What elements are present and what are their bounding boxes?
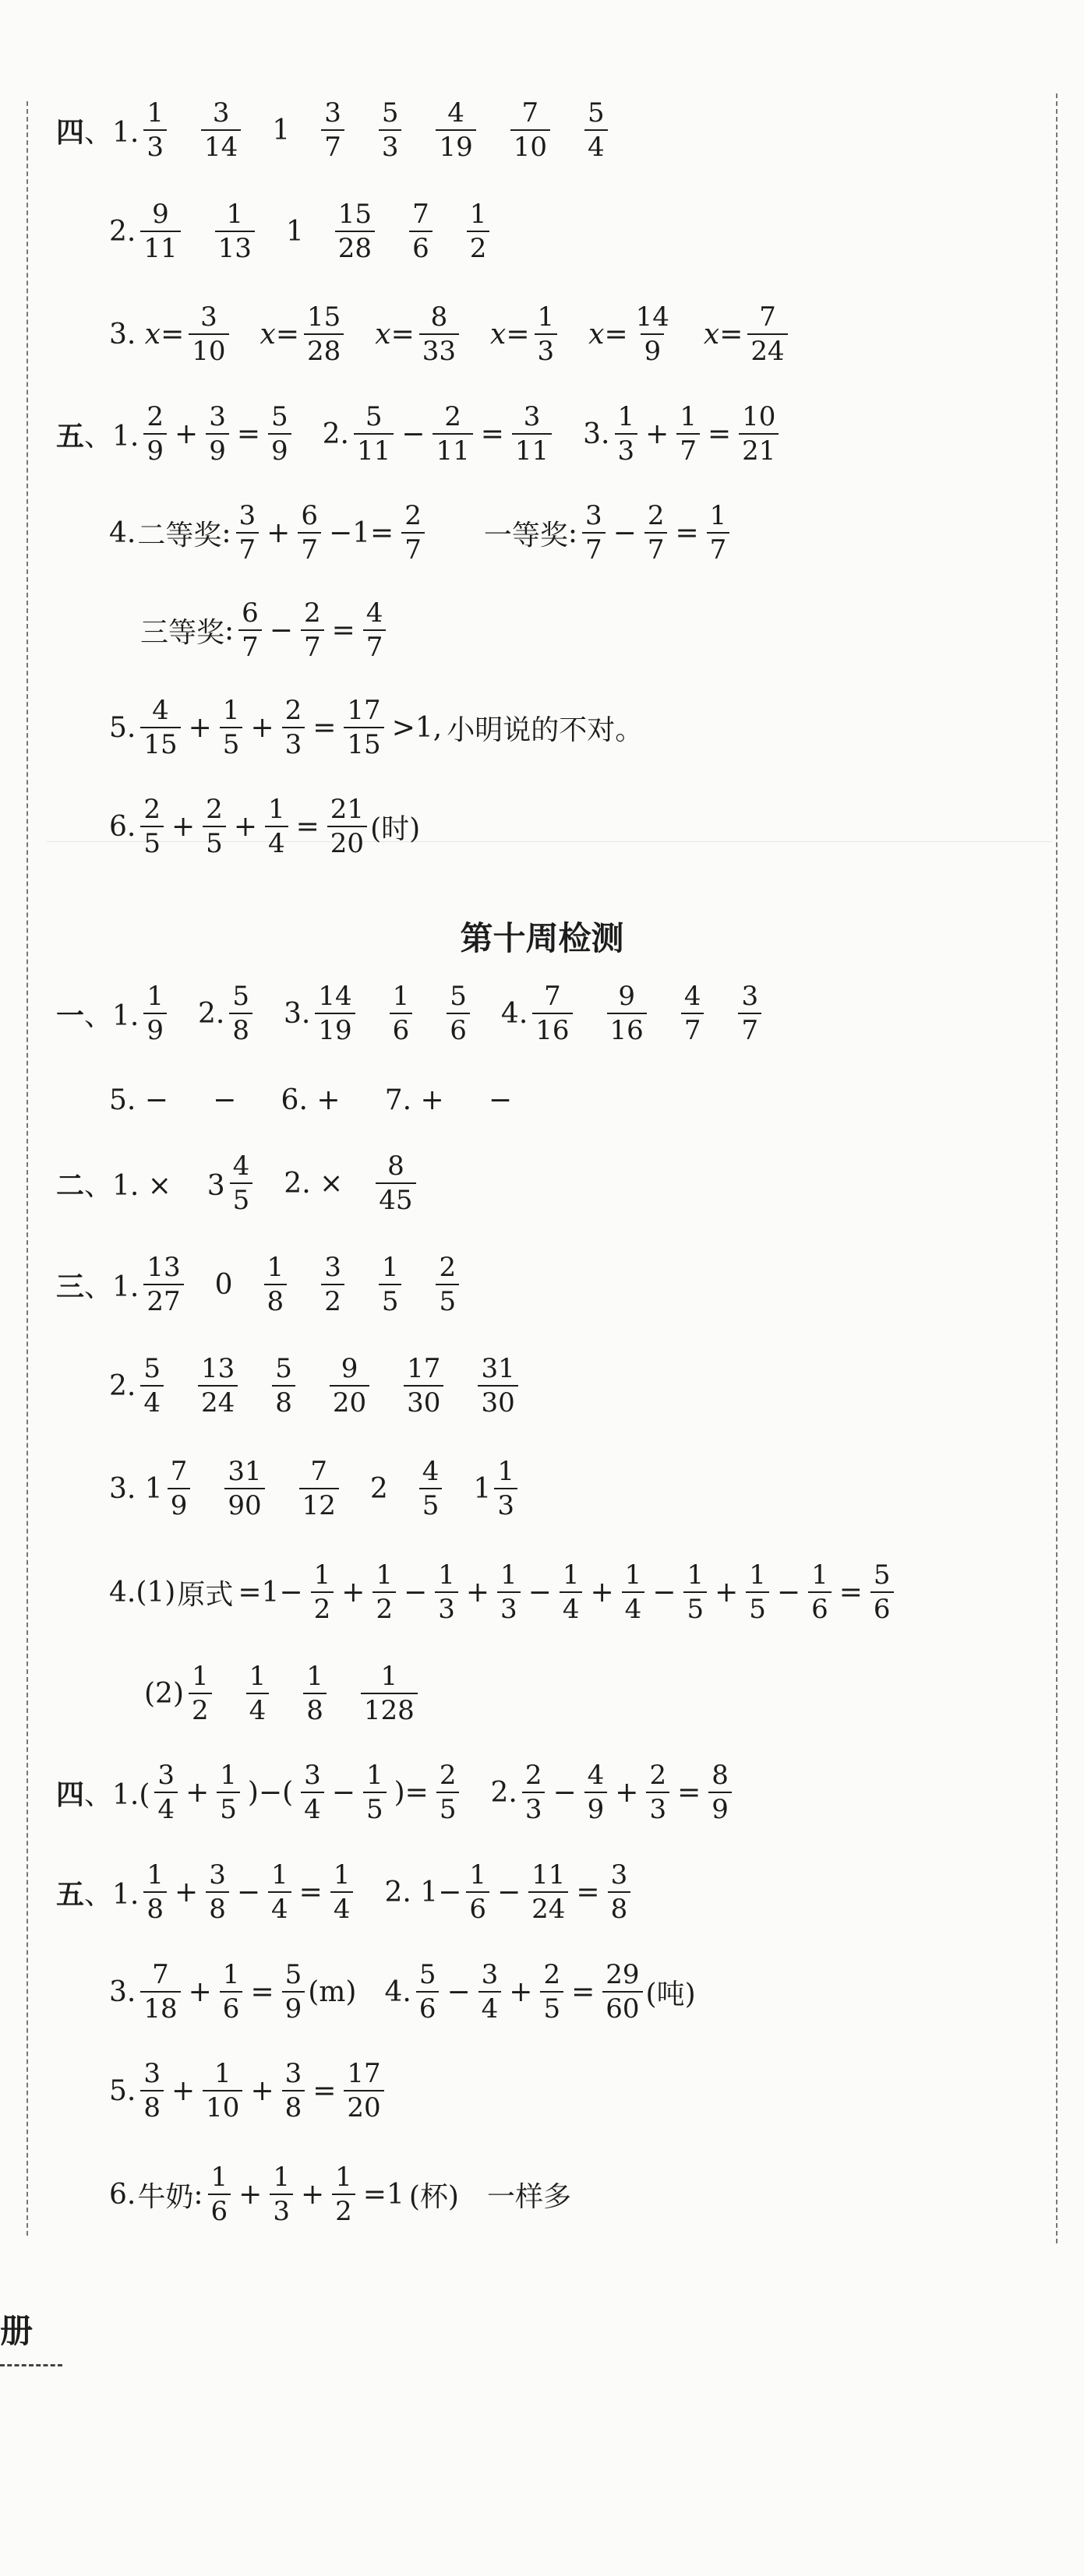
answer-row: 3. $\frac{7}{18}$ + $\frac{1}{6}$ = $\frac{5}{9}$ (m) 4. $\frac{5}{6}$ − $\frac{3}{4}$ + $\frac{2}{5}$ = $\frac{29}{60}$ (吨) — [109, 1959, 696, 2025]
unit-label: (吨) — [645, 1978, 696, 2010]
answer-row: 5. $\frac{3}{8}$ + $\frac{1}{10}$ + $\frac{3}{8}$ = $\frac{17}{20}$ — [109, 2060, 387, 2121]
fraction: $\frac{14}{9}$ — [635, 301, 669, 367]
answer-row: (2) $\frac{1}{2}$ $\frac{1}{4}$ $\frac{1}{8}$ $\frac{1}{128}$ — [144, 1663, 421, 1724]
fraction: $\frac{1}{3}$ — [143, 100, 167, 160]
number: 1 — [272, 114, 291, 146]
answer-row: 三 、1. $\frac{13}{27}$ 0 $\frac{1}{8}$ $\frac{3}{2}$ $\frac{1}{5}$ $\frac{2}{5}$ — [56, 1254, 462, 1315]
fraction: $\frac{8}{33}$ — [419, 304, 459, 365]
fraction: $\frac{5}{3}$ — [379, 100, 402, 160]
answer-row: 6. $\frac{2}{5}$ + $\frac{2}{5}$ + $\frac{1}{4}$ = $\frac{21}{20}$ (时) — [109, 794, 421, 859]
answer-row: 3. 1 $\frac{7}{9}$ $\frac{31}{90}$ $\frac{7}{12}$ 2 $\frac{4}{5}$ 1 $\frac{1}{3}$ — [109, 1458, 521, 1519]
answer-row: 五 、1. $\frac{1}{8}$ + $\frac{3}{8}$ − $\frac{1}{4}$ = $\frac{1}{4}$ 2. 1− $\frac{1}{6}$ − $\frac{11}{24}$ = $\frac{3}{8}$ — [56, 1862, 634, 1922]
left-border — [26, 101, 28, 2236]
right-border — [1056, 93, 1058, 2243]
fraction: $\frac{7}{24}$ — [747, 304, 787, 365]
section-label: 一 — [56, 999, 85, 1032]
unit-label: (m) — [308, 1975, 357, 2008]
fraction: $\frac{5}{4}$ — [584, 100, 608, 160]
conclusion-text: 一样多 — [486, 2180, 571, 2213]
section-label: 四 — [56, 1778, 85, 1811]
fraction: $\frac{15}{28}$ — [335, 201, 375, 262]
answer-row: 五 、1. $\frac{2}{9}$ + $\frac{3}{9}$ = $\frac{5}{9}$ 2. $\frac{5}{11}$ − $\frac{2}{11}$ = $\frac{3}{11}$ 3. $\frac{1}{3}$ + $\frac{1}{7}$ = $\frac{10}{21}$ — [56, 403, 782, 464]
unit-label: (杯) — [408, 2180, 459, 2213]
conclusion-text: 小明说的不对。 — [447, 714, 644, 746]
answer-row: 2. $\frac{5}{4}$ $\frac{13}{24}$ $\frac{5}{8}$ $\frac{9}{20}$ $\frac{17}{30}$ $\frac{31}{30}$ — [109, 1355, 521, 1416]
section-label: 三 — [56, 1270, 85, 1303]
fraction: $\frac{1}{3}$ — [535, 304, 558, 365]
fraction: $\frac{4}{19}$ — [436, 100, 475, 160]
answer-row: 6. 牛奶 : $\frac{1}{6}$ + $\frac{1}{3}$ + $\frac{1}{2}$ =1 (杯) 一样多 — [109, 2162, 571, 2227]
section-label: 二 — [56, 1168, 85, 1202]
answer-row: 4. 二等奖 : $\frac{3}{7}$ + $\frac{6}{7}$ −1= $\frac{2}{7}$ 一等奖 : $\frac{3}{7}$ − $\frac{2}{7}$ = $\frac{1}{7}$ — [109, 502, 733, 563]
number: 1 — [285, 215, 304, 248]
prize-label: 二等奖 — [137, 519, 222, 551]
fraction: $\frac{3}{10}$ — [189, 304, 228, 365]
fraction: $\frac{9}{11}$ — [140, 201, 180, 262]
fraction: $\frac{7}{10}$ — [510, 100, 550, 160]
fraction: $\frac{7}{6}$ — [409, 201, 433, 262]
fraction: $\frac{3}{7}$ — [321, 100, 344, 160]
answer-row: 5. − − 6. + 7. + − — [109, 1084, 513, 1116]
unit-label: (时) — [370, 812, 421, 845]
section-label: 四 — [56, 115, 85, 149]
fraction: $\frac{1}{13}$ — [215, 201, 255, 262]
footer-divider — [0, 2364, 62, 2366]
fraction: $\frac{1}{2}$ — [467, 201, 490, 262]
prize-label: 一等奖 — [483, 519, 568, 551]
answer-row: 3. x= $\frac{3}{10}$ x= $\frac{15}{28}$ x= $\frac{8}{33}$ x= $\frac{1}{3}$ x= $\frac{14}{9}$ x= $\frac{7}{24}$ — [109, 304, 791, 365]
answer-row: 4.(1) 原式 =1− $\frac{1}{2}$ + $\frac{1}{2}$ − $\frac{1}{3}$ + $\frac{1}{3}$ − $\frac{1}{4}$ + $\frac{1}{4}$ − $\frac{1}{5}$ + $\frac{1}{5}$ − $\frac{1}{6}$ = $\frac{5}{6}$ — [109, 1562, 897, 1623]
answer-row: 5. $\frac{4}{15}$ + $\frac{1}{5}$ + $\frac{2}{3}$ = $\frac{17}{15}$ >1, 小明说的不对。 — [109, 695, 644, 760]
fraction: $\frac{15}{28}$ — [304, 304, 344, 365]
answer-row: 四 、1. $\frac{1}{3}$ $\frac{3}{14}$ 1 $\frac{3}{7}$ $\frac{5}{3}$ $\frac{4}{19}$ $\frac{7}{10}$ $\frac{5}{4}$ — [56, 100, 611, 160]
formula-label: 原式 — [177, 1578, 234, 1611]
answer-row: 二 、1. × 3 $\frac{4}{5}$ 2. × $\frac{8}{45}$ — [56, 1153, 419, 1214]
item-label: 牛奶 — [137, 2180, 194, 2213]
answer-row: 2. $\frac{9}{11}$ $\frac{1}{13}$ 1 $\frac{15}{28}$ $\frac{7}{6}$ $\frac{1}{2}$ — [109, 201, 493, 262]
section-label: 五 — [56, 419, 85, 453]
footer-char: 册 — [0, 2312, 34, 2350]
section-label: 五 — [56, 1877, 85, 1911]
answer-row: 三等奖 : $\frac{6}{7}$ − $\frac{2}{7}$ = $\frac{4}{7}$ — [140, 600, 389, 661]
answer-row: 一 、1. $\frac{1}{9}$ 2. $\frac{5}{8}$ 3. $\frac{14}{19}$ $\frac{1}{6}$ $\frac{5}{6}$ 4. $\frac{7}{16}$ $\frac{9}{16}$ $\frac{4}{7}$ $\frac{3}{7}$ — [56, 983, 764, 1044]
fraction: $\frac{3}{14}$ — [201, 100, 241, 160]
answer-row: 四 、1.( $\frac{3}{4}$ + $\frac{1}{5}$ )−( $\frac{3}{4}$ − $\frac{1}{5}$ )= $\frac{2}{5}$ 2. $\frac{2}{3}$ − $\frac{4}{9}$ + $\frac{2}{3}$ = $\frac{8}{9}$ — [56, 1762, 735, 1823]
prize-label: 三等奖 — [140, 616, 225, 649]
page-title: 第十周检测 — [460, 919, 624, 957]
